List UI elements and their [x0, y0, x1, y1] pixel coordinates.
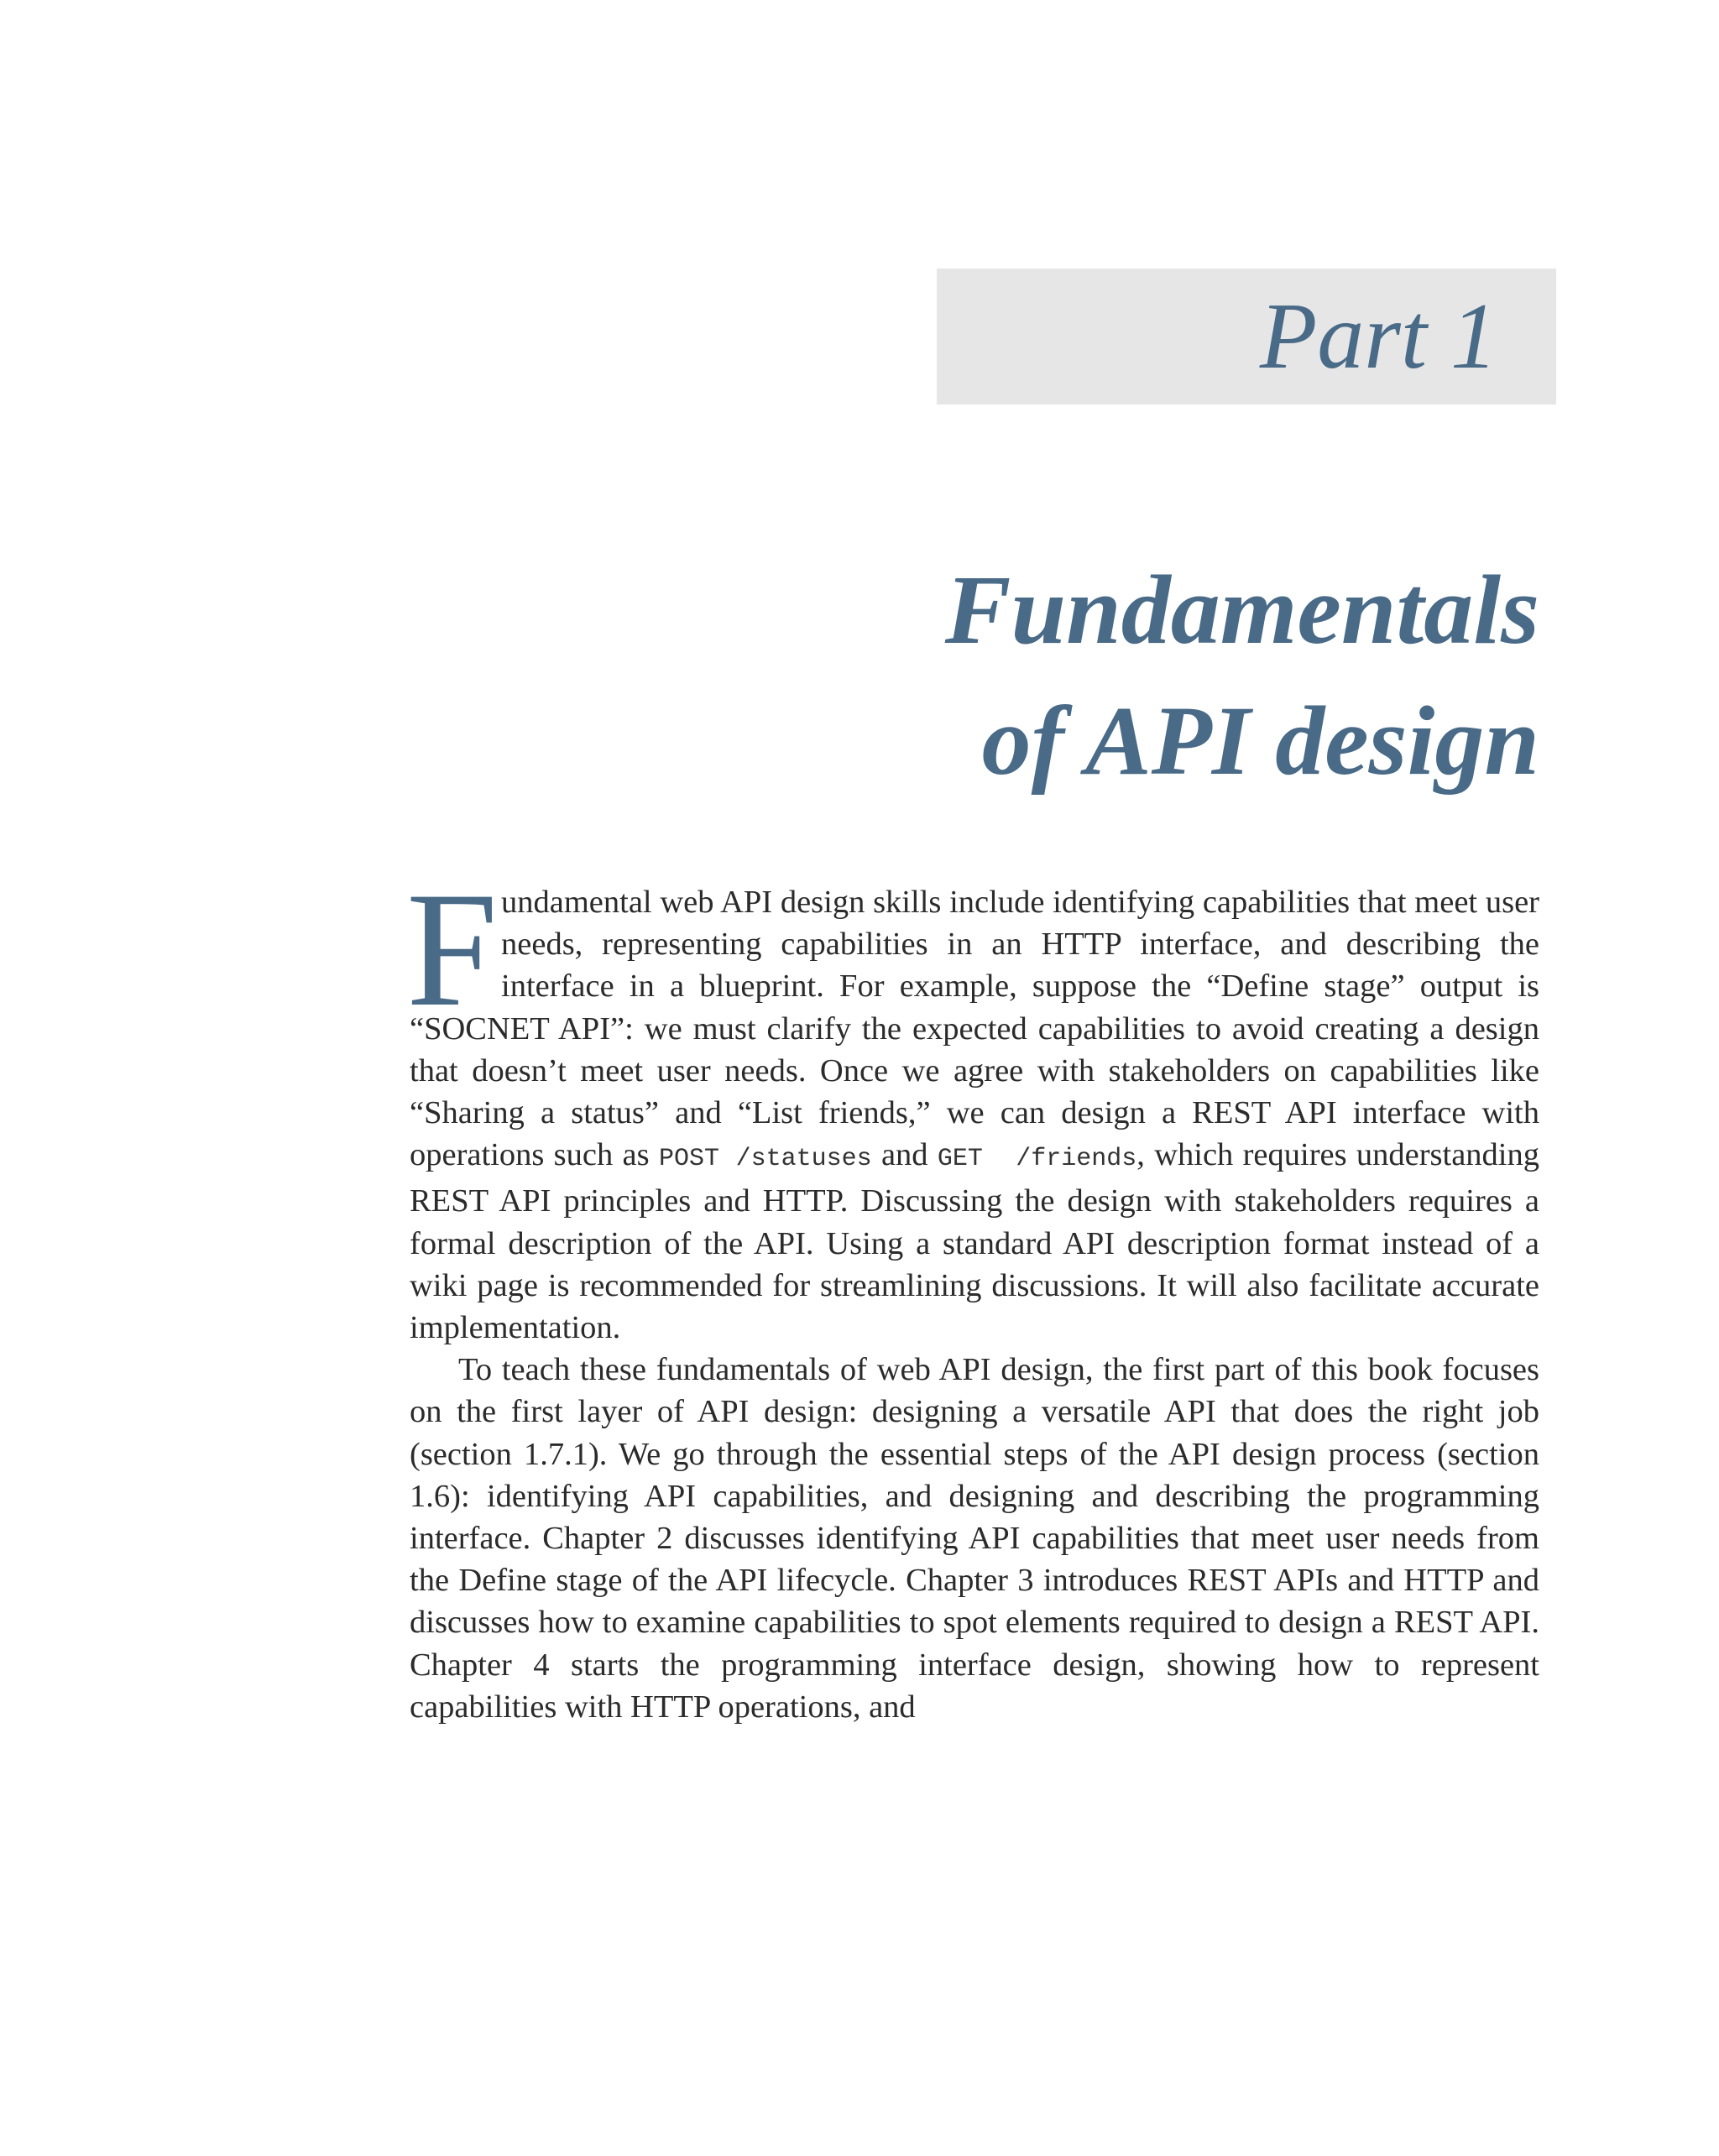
part-title-line-2: of API design	[981, 686, 1539, 796]
intro-paragraph-1-text-b: and	[871, 1137, 938, 1173]
part-title	[784, 545, 1539, 807]
part-intro-body	[406, 859, 1540, 1728]
part-number-band	[937, 269, 1556, 405]
intro-paragraph-2: To teach these fundamentals of web API design, the first part of this book focuses on the first layer of API design: designing a versatile API that does the right job (section 1.7.1). We go through the essential steps of the API design process (section 1.6): identifying API capabilities, and designing and describing the programming interface. Chapter 2 discusses identifying API capabilities that meet user needs from the Define stage of the API lifecycle. Chapter 3 introduces REST APIs and HTTP and discusses how to examine capabilities to spot elements required to design a REST API. Chapter 4 starts the programming interface design, showing how to represent capabilities with HTTP operations, and	[410, 1352, 1539, 1725]
part-title-line-1: Fundamentals	[944, 555, 1539, 666]
intro-paragraph-1-text-c: , which requires understanding REST API principles and HTTP. Discussing the design with stakeholders requires a formal description of the API. Using a standard API description format instead of a wiki page is recommended for streamlining discussions. It will also facilitate accurate implementation.	[410, 1137, 1540, 1346]
code-post-statuses: POST /statuses	[658, 1145, 872, 1174]
intro-paragraph-1-text-a: undamental web API design skills include identifying capabilities that meet user needs, representing capabilities in an HTTP interface, and describing the interface in a blueprint. For example, suppose the “Define stage” output is “SOCNET API”: we must clarify the expected capabilities to avoid creating a design that doesn’t meet user needs. Once we agree with stakeholders on capabilities like “Sharing a status” and “List friends,” we can design a REST API interface with operations such as	[410, 885, 1539, 1173]
intro-paragraph-1	[406, 859, 1540, 1349]
drop-cap-letter: F	[406, 859, 499, 1041]
part-number-label: Part 1	[1259, 285, 1497, 389]
code-get-friends: GET /friends	[937, 1145, 1137, 1174]
